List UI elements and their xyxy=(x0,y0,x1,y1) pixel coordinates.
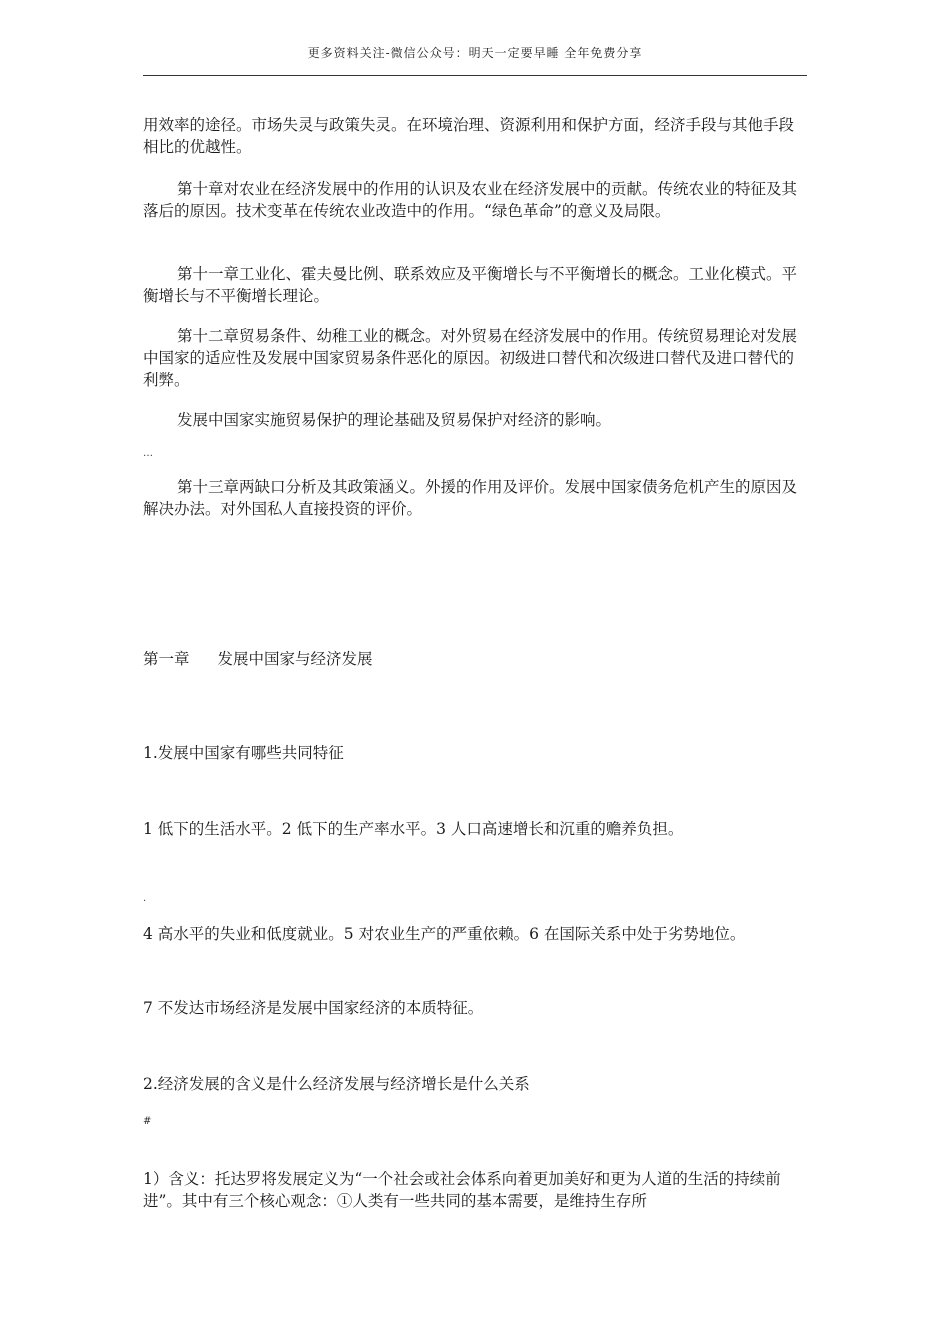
question-2: 2.经济发展的含义是什么经济发展与经济增长是什么关系 xyxy=(143,1075,530,1093)
header-rule xyxy=(143,75,807,76)
question-1: 1.发展中国家有哪些共同特征 xyxy=(143,744,344,762)
answer-1a: 1 低下的生活水平。2 低下的生产率水平。3 人口高速增长和沉重的赡养负担。 xyxy=(143,820,684,838)
answer-2a: 1）含义：托达罗将发展定义为“一个社会或社会体系向着更加美好和更为人道的生活的持续前进”。其中有三个核心观念：①人类有一些共同的基本需要，是维持生存所 xyxy=(143,1170,781,1210)
paragraph-chapter-10: 第十章对农业在经济发展中的作用的认识及农业在经济发展中的贡献。传统农业的特征及其落后的原因。技术变革在传统农业改造中的作用。“绿色革命”的意义及局限。 xyxy=(143,180,798,220)
dot-mark: . xyxy=(143,893,147,904)
page-header: 更多资料关注-微信公众号：明天一定要早睡 全年免费分享 xyxy=(307,46,643,60)
paragraph-trade-protection: 发展中国家实施贸易保护的理论基础及贸易保护对经济的影响。 xyxy=(177,411,612,429)
paragraph-efficiency: 用效率的途径。市场失灵与政策失灵。在环境治理、资源利用和保护方面，经济手段与其他手段相比的优越性。 xyxy=(143,116,795,156)
chapter-title: 发展中国家与经济发展 xyxy=(217,650,373,668)
chapter-heading xyxy=(143,648,807,670)
chapter-label: 第一章 xyxy=(143,650,190,668)
paragraph-chapter-12: 第十二章贸易条件、幼稚工业的概念。对外贸易在经济发展中的作用。传统贸易理论对发展中国家的适应性及发展中国家贸易条件恶化的原因。初级进口替代和次级进口替代及进口替代的利弊。 xyxy=(143,327,798,389)
answer-1c: 7 不发达市场经济是发展中国家经济的本质特征。 xyxy=(143,999,484,1017)
answer-1b: 4 高水平的失业和低度就业。5 对农业生产的严重依赖。6 在国际关系中处于劣势地位。 xyxy=(143,925,746,943)
paragraph-chapter-13: 第十三章两缺口分析及其政策涵义。外援的作用及评价。发展中国家债务危机产生的原因及解决办法。对外国私人直接投资的评价。 xyxy=(143,478,798,518)
paragraph-chapter-11: 第十一章工业化、霍夫曼比例、联系效应及平衡增长与不平衡增长的概念。工业化模式。平衡增长与不平衡增长理论。 xyxy=(143,265,798,305)
hash-mark: # xyxy=(143,1116,152,1127)
ellipsis-mark: … xyxy=(143,448,153,459)
